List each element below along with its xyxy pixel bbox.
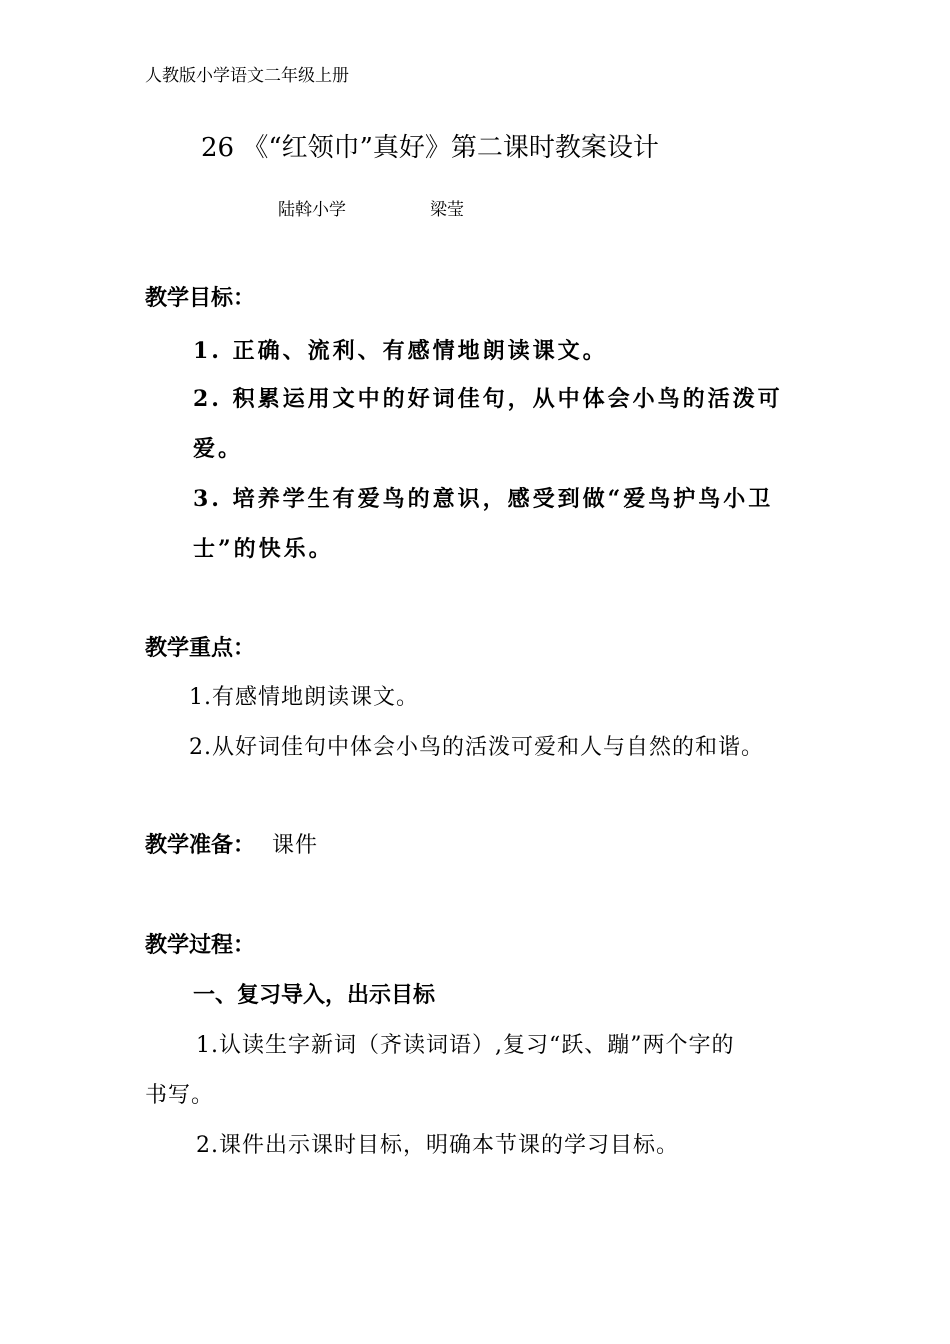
document-header: 人教版小学语文二年级上册 (145, 66, 349, 86)
objective-item-2-line-1: 2. 积累运用文中的好词佳句，从中体会小鸟的活泼可 (193, 386, 783, 412)
process-step-1-item-1-line-2: 书写。 (145, 1083, 215, 1108)
key-point-item-2: 2.从好词佳句中体会小鸟的活泼可爱和人与自然的和谐。 (189, 735, 764, 760)
process-step-1-item-1-line-1: 1.认读生字新词（齐读词语）,复习“跃、蹦”两个字的 (196, 1033, 735, 1058)
author-name: 梁莹 (430, 200, 464, 220)
page-title: 26 《“红领巾”真好》第二课时教案设计 (201, 133, 659, 163)
objectives-heading: 教学目标： (145, 286, 256, 311)
objective-item-2-line-2: 爱。 (193, 436, 244, 462)
process-step-1-item-2: 2.课件出示课时目标，明确本节课的学习目标。 (196, 1133, 679, 1158)
key-point-item-1: 1.有感情地朗读课文。 (189, 685, 419, 710)
process-step-1-heading: 一、复习导入，出示目标 (193, 983, 436, 1008)
objective-item-3-line-2: 士”的快乐。 (193, 536, 334, 562)
school-name: 陆斡小学 (278, 200, 346, 220)
key-points-heading: 教学重点： (145, 636, 256, 661)
process-heading: 教学过程： (145, 933, 256, 958)
objective-item-1: 1. 正确、流利、有感情地朗读课文。 (193, 338, 608, 364)
preparation-value: 课件 (272, 833, 319, 858)
preparation-heading: 教学准备： (145, 833, 256, 858)
objective-item-3-line-1: 3. 培养学生有爱鸟的意识，感受到做“爱鸟护鸟小卫 (193, 486, 774, 512)
